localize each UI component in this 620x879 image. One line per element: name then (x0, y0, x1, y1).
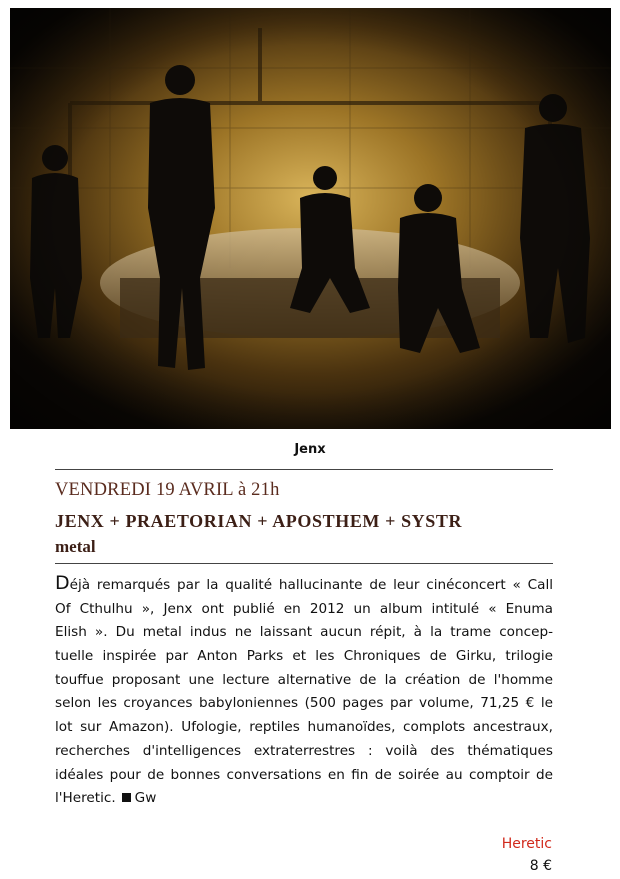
band-photo (10, 8, 611, 429)
divider-bottom (55, 563, 553, 564)
ticket-price: 8 € (529, 858, 552, 874)
article-line-text: l'Heretic. (55, 790, 116, 807)
article-line: Elish ». Du metal indus ne laissant aucun répit, à la trame concep- (55, 624, 553, 641)
article-line: selon les croyances babyloniennes (500 pages par volume, 71,25 € le (55, 695, 553, 712)
venue-name: Heretic (501, 836, 552, 852)
article-line: touffue proposant une lecture alternative de la création de l'homme (55, 671, 553, 688)
article-line: idéales pour de bonnes conversations en fin de soirée au comptoir de (55, 766, 553, 783)
event-genre: metal (55, 537, 96, 556)
divider-top (55, 469, 553, 470)
event-date: VENDREDI 19 AVRIL à 21h (55, 480, 280, 500)
article-line-text: éjà remarqués par la qualité hallucinante de leur cinéconcert « Call (69, 577, 553, 593)
end-square-icon (122, 793, 131, 802)
author-signature: Gw (134, 790, 157, 807)
photo-caption: Jenx (294, 442, 326, 457)
article-line-last (55, 787, 553, 811)
drop-cap: D (55, 572, 70, 594)
article-line: tuelle inspirée par Anton Parks et les Chroniques de Girku, trilogie (55, 648, 553, 665)
article-line: recherches d'intelligences extraterrestres : voilà des thématiques (55, 742, 553, 759)
article-line: lot sur Amazon). Ufologie, reptiles humanoïdes, complots ancestraux, (55, 719, 553, 736)
article-line: Of Cthulhu », Jenx ont publié en 2012 un album intitulé « Enuma (55, 600, 553, 617)
article-line (55, 574, 553, 598)
event-bands: JENX + PRAETORIAN + APOSTHEM + SYSTR (55, 511, 463, 531)
article-body (55, 574, 553, 811)
